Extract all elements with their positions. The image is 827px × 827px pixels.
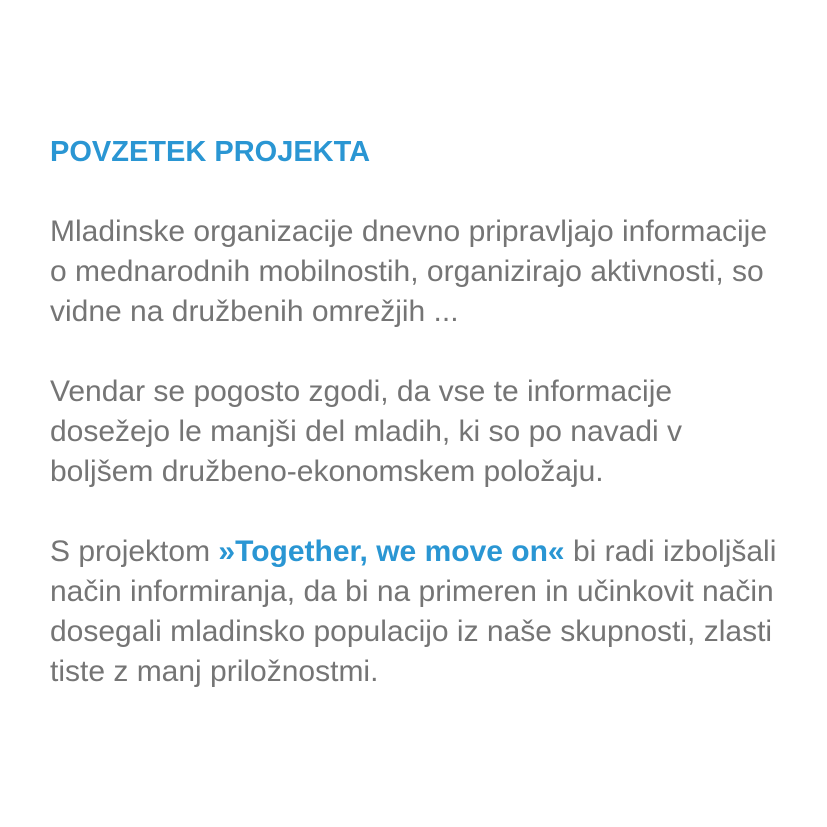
paragraph-project [50, 532, 790, 692]
paragraph-project-lead: S projektom [50, 535, 219, 568]
paragraph-intro: Mladinske organizacije dnevno pripravljajo informacije o mednarodnih mobilnostih, organizirajo aktivnosti, so vidne na družbenih omrežjih ... [50, 215, 768, 328]
page-title: POVZETEK PROJEKTA [50, 136, 371, 168]
project-summary [50, 132, 790, 692]
paragraph-problem: Vendar se pogosto zgodi, da vse te informacije dosežejo le manjši del mladih, ki so po navadi v boljšem družbeno-ekonomskem položaju. [50, 375, 683, 488]
paragraph-project-rest: bi radi izboljšali način informiranja, da bi na primeren in učinkovit način dosegali mladinsko populacijo iz naše skupnosti, zlasti tiste z manj priložnostmi. [50, 535, 777, 688]
project-name: »Together, we move on« [218, 535, 565, 568]
